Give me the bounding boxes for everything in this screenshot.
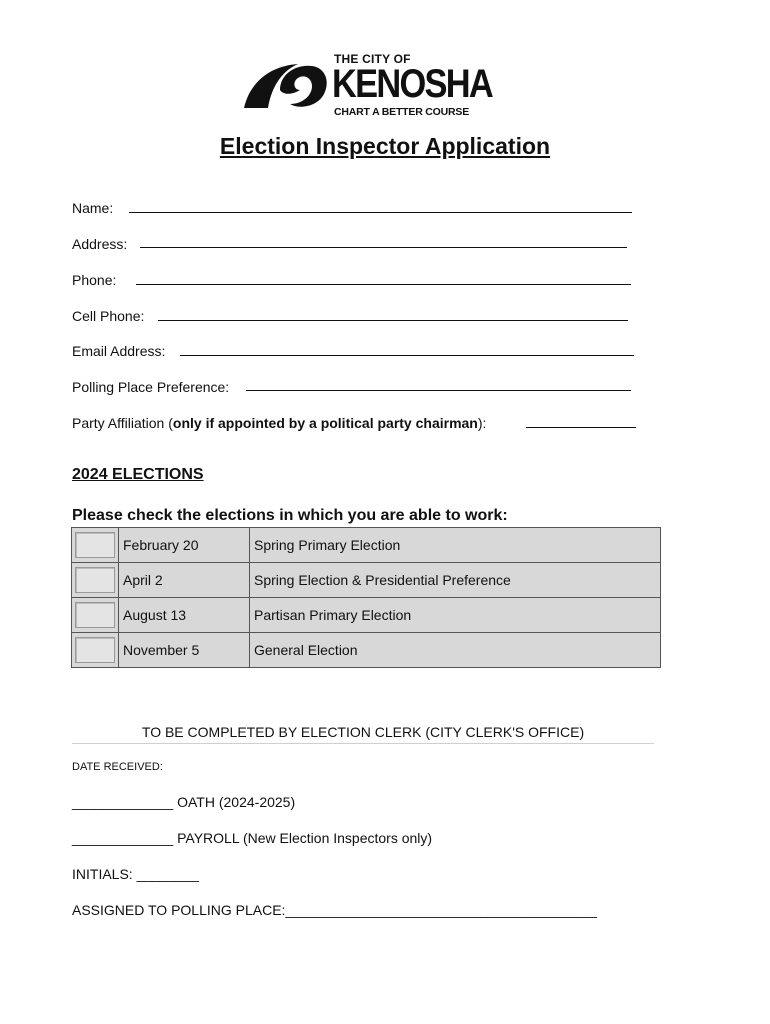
party-suffix: ): <box>477 415 487 431</box>
address-field[interactable] <box>140 247 627 248</box>
election-date: April 2 <box>119 563 250 598</box>
logo-city-name: KENOSHA <box>332 62 492 106</box>
assigned-polling-place-line: ASSIGNED TO POLLING PLACE:________________________________________ <box>72 902 597 918</box>
party-condition: only if appointed by a political party chairman <box>172 415 478 431</box>
election-checkbox[interactable] <box>75 602 115 628</box>
wave-logo-icon <box>240 60 330 112</box>
checkbox-cell <box>72 633 119 668</box>
logo-line-1: THE CITY OF <box>334 52 411 66</box>
party-affiliation-field[interactable] <box>526 427 636 428</box>
election-checkbox[interactable] <box>75 637 115 663</box>
logo-tagline: CHART A BETTER COURSE <box>334 106 470 118</box>
election-name: Spring Primary Election <box>250 528 661 563</box>
checkbox-cell <box>72 528 119 563</box>
election-checkbox[interactable] <box>75 532 115 558</box>
city-logo <box>240 52 492 120</box>
elections-table <box>71 527 661 668</box>
election-name: Partisan Primary Election <box>250 598 661 633</box>
election-date: November 5 <box>119 633 250 668</box>
address-label: Address: <box>72 236 128 252</box>
initials-line: INITIALS: ________ <box>72 866 199 882</box>
cell-phone-field[interactable] <box>158 320 628 321</box>
polling-place-label: Polling Place Preference: <box>72 379 230 395</box>
party-prefix: Party Affiliation ( <box>72 415 173 431</box>
date-received-label: DATE RECEIVED: <box>72 761 163 773</box>
clerk-section-heading: TO BE COMPLETED BY ELECTION CLERK (CITY CLERK'S OFFICE) <box>72 724 654 744</box>
page-title: Election Inspector Application <box>219 133 551 159</box>
party-affiliation-label <box>72 411 486 431</box>
payroll-line: _____________ PAYROLL (New Election Inspectors only) <box>72 830 433 846</box>
table-row <box>72 598 661 633</box>
election-name: Spring Election & Presidential Preference <box>250 563 661 598</box>
checkbox-cell <box>72 598 119 633</box>
table-row <box>72 563 661 598</box>
table-row <box>72 633 661 668</box>
election-date: February 20 <box>119 528 250 563</box>
election-name: General Election <box>250 633 661 668</box>
election-checkbox[interactable] <box>75 567 115 593</box>
phone-label: Phone: <box>72 272 117 288</box>
checkbox-cell <box>72 563 119 598</box>
name-label: Name: <box>72 200 114 216</box>
cell-phone-label: Cell Phone: <box>72 308 145 324</box>
polling-place-field[interactable] <box>246 390 631 391</box>
election-date: August 13 <box>119 598 250 633</box>
oath-line: _____________ OATH (2024-2025) <box>72 794 296 810</box>
elections-heading: 2024 ELECTIONS <box>72 466 204 483</box>
email-label: Email Address: <box>72 343 166 359</box>
name-field[interactable] <box>129 212 632 213</box>
email-field[interactable] <box>180 355 634 356</box>
elections-instruction: Please check the elections in which you are able to work: <box>72 507 508 524</box>
phone-field[interactable] <box>136 284 631 285</box>
table-row <box>72 528 661 563</box>
